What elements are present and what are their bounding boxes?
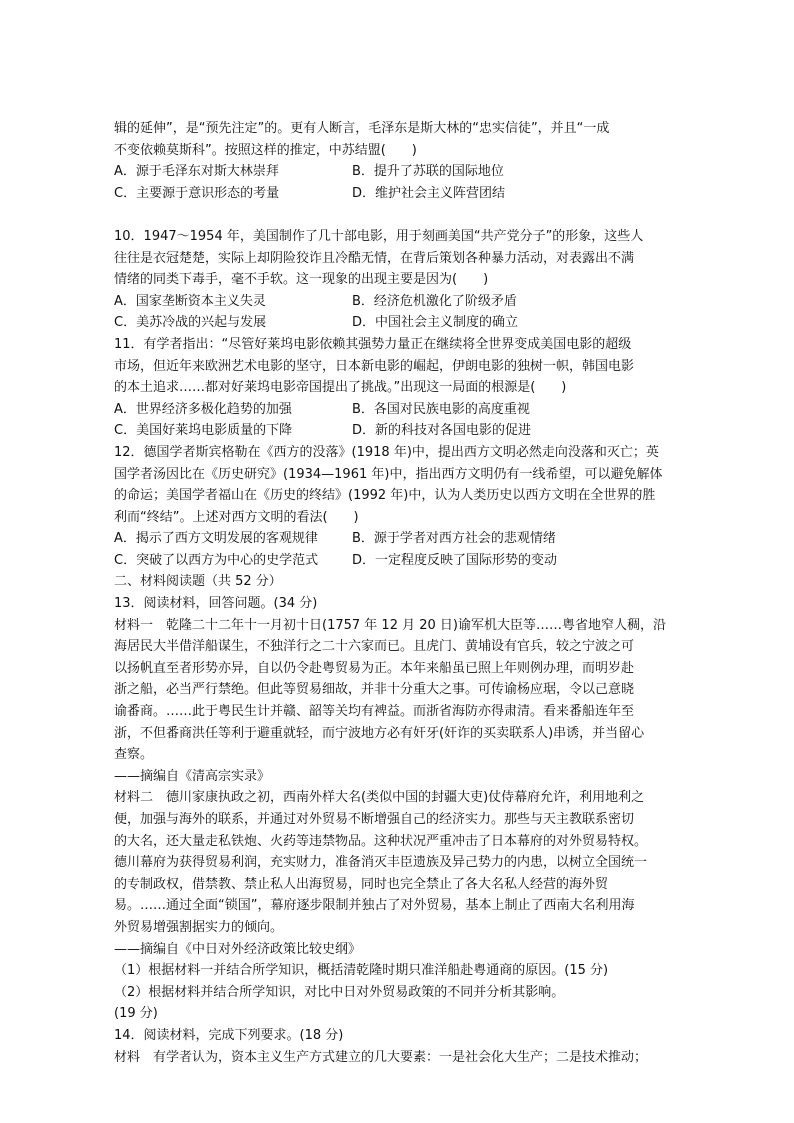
material-text-line: 材料二 德川家康执政之初，西南外样大名(类似中国的封疆大吏)仗侍幕府允许，利用地利之 xyxy=(114,790,645,806)
question-12 xyxy=(114,442,686,572)
options-row xyxy=(114,550,686,572)
question-11 xyxy=(114,334,686,442)
material-text-line: 浙之船，必当严行禁绝。但此等贸易细故，并非十分重大之事。可传谕杨应琚，令以己意晓 xyxy=(114,682,635,698)
option-c: C．主要源于意识形态的考量 xyxy=(114,185,280,201)
question-13-heading: 13．阅读材料，回答问题。(34 分) xyxy=(114,596,318,612)
option-c: C．美苏冷战的兴起与发展 xyxy=(114,315,267,331)
material-one xyxy=(114,615,686,788)
material-text-line: 浙，不但番商洪任等利于避重就轻，而宁波地方必有奸牙(奸诈的买卖联系人)串诱，并当留心 xyxy=(114,725,645,741)
question-text-line: 10．1947～1954 年，美国制作了几十部电影，用于刻画美国“共产党分子”的形象，这些人 xyxy=(114,228,644,244)
option-a: A．世界经济多极化趋势的加强 xyxy=(114,401,292,417)
options-row xyxy=(114,420,686,442)
option-b: B．源于学者对西方社会的悲观情绪 xyxy=(352,531,556,547)
options-row xyxy=(114,183,686,205)
question-text-line: 12．德国学者斯宾格勒在《西方的没落》(1918 年)中，提出西方文明必然走向没落和灭亡；英 xyxy=(114,444,659,460)
question-9-continued xyxy=(114,118,686,204)
section-title: 二、材料阅读题（共 52 分） xyxy=(114,574,282,590)
options-row xyxy=(114,161,686,183)
option-d: D．新的科技对各国电影的促进 xyxy=(352,423,532,439)
subquestion-2: （2）根据材料并结合所学知识，对比中日对外贸易政策的不同并分析其影响。 xyxy=(114,984,565,1000)
section-material-reading xyxy=(114,571,686,1068)
question-text-line: 不变依赖莫斯科”。按照这样的推定，中苏结盟( ) xyxy=(114,142,417,158)
question-14-material: 材料 有学者认为，资本主义生产方式建立的几大要素：一是社会化大生产；二是技术推动； xyxy=(114,1049,648,1065)
material-text-line: 易。……通过全面“锁国”，幕府逐步限制并独占了对外贸易，基本上制止了西南大名利用海 xyxy=(114,898,635,914)
material-text-line: 的大名，还大量走私铁炮、火药等违禁物品。这种状况严重冲击了日本幕府的对外贸易特权。 xyxy=(114,833,648,849)
material-source: ——摘编自《清高宗实录》 xyxy=(114,768,271,784)
question-text-line: 利而“终结”。上述对西方文明的看法( ) xyxy=(114,509,359,525)
material-text-line: 谕番商。……此于粤民生计并赣、韶等关均有裨益。而浙省海防亦得肃清。看来番船连年至 xyxy=(114,704,635,720)
options-row xyxy=(114,528,686,550)
question-10 xyxy=(114,226,686,334)
option-b: B．提升了苏联的国际地位 xyxy=(352,164,504,180)
question-text-line: 11．有学者指出：“尽管好莱坞电影依赖其强势力量正在继续将全世界变成美国电影的超级 xyxy=(114,336,632,352)
option-d: D．一定程度反映了国际形势的变动 xyxy=(352,552,558,568)
material-text-line: 材料一 乾隆二十二年十一月初十日(1757 年 12 月 20 日)谕军机大臣等……粤省地窄人稠，沿 xyxy=(114,617,666,633)
material-text-line: 德川幕府为获得贸易利润，充实财力，准备消灭丰臣遗族及异己势力的内患，以树立全国统一 xyxy=(114,855,648,871)
material-text-line: 以扬帆直至者形势亦异，自以仍令赴粤贸易为正。本年来船虽已照上年则例办理，而明岁赴 xyxy=(114,660,635,676)
question-14-heading: 14．阅读材料，完成下列要求。(18 分) xyxy=(114,1027,344,1043)
question-text-line: 往往是衣冠楚楚，实际上却阴险狡诈且冷酷无情，在背后策划各种暴力活动，对表露出不满 xyxy=(114,250,635,266)
option-b: B．经济危机激化了阶级矛盾 xyxy=(352,293,517,309)
options-row xyxy=(114,312,686,334)
subquestion-2-score: (19 分) xyxy=(114,1006,158,1022)
option-a: A．源于毛泽东对斯大林崇拜 xyxy=(114,164,279,180)
option-a: A．国家垄断资本主义失灵 xyxy=(114,293,266,309)
option-d: D．维护社会主义阵营团结 xyxy=(352,185,506,201)
question-13-subquestions xyxy=(114,960,686,1025)
material-text-line: 的专制政权，借禁教、禁止私人出海贸易，同时也完全禁止了各大名私人经营的海外贸 xyxy=(114,876,609,892)
option-b: B．各国对民族电影的高度重视 xyxy=(352,401,530,417)
options-row xyxy=(114,399,686,421)
material-text-line: 海居民大半借洋船谋生，不独洋行之二十六家而已。且虎门、黄埔设有官兵，较之宁波之可 xyxy=(114,639,635,655)
material-text-line: 便，加强与海外的联系，并通过对外贸易不断增强自己的经济实力。那些与天主教联系密切 xyxy=(114,812,635,827)
spacer xyxy=(114,204,686,226)
exam-page xyxy=(114,118,686,1068)
question-text-line: 的本土追求……都对好莱坞电影帝国提出了挑战。”出现这一局面的根源是( ) xyxy=(114,380,567,396)
material-text-line: 外贸易增强割据实力的倾向。 xyxy=(114,919,284,935)
option-d: D．中国社会主义制度的确立 xyxy=(352,315,519,331)
option-c: C．突破了以西方为中心的史学范式 xyxy=(114,552,319,568)
question-text-line: 市场，但近年来欧洲艺术电影的坚守，日本新电影的崛起，伊朗电影的独树一帜，韩国电影 xyxy=(114,358,635,374)
question-text-line: 情绪的同类下毒手，毫不手软。这一现象的出现主要是因为( ) xyxy=(114,272,489,288)
option-a: A．揭示了西方文明发展的客观规律 xyxy=(114,531,318,547)
question-text-line: 辑的延伸”，是“预先注定”的。更有人断言，毛泽东是斯大林的“忠实信徒”，并且“一成 xyxy=(114,121,610,136)
question-text-line: 的命运；美国学者福山在《历史的终结》(1992 年)中，认为人类历史以西方文明在全世界的胜 xyxy=(114,488,656,504)
material-source: ——摘编自《中日对外经济政策比较史纲》 xyxy=(114,941,362,957)
question-text-line: 国学者汤因比在《历史研究》(1934—1961 年)中，指出西方文明仍有一线希望，可以避免解体 xyxy=(114,466,663,482)
subquestion-1: （1）根据材料一并结合所学知识，概括清乾隆时期只准洋船赴粤通商的原因。(15 分) xyxy=(114,963,609,979)
option-c: C．美国好莱坞电影质量的下降 xyxy=(114,423,293,439)
material-two xyxy=(114,787,686,960)
options-row xyxy=(114,291,686,313)
material-text-line: 查察。 xyxy=(114,747,154,763)
